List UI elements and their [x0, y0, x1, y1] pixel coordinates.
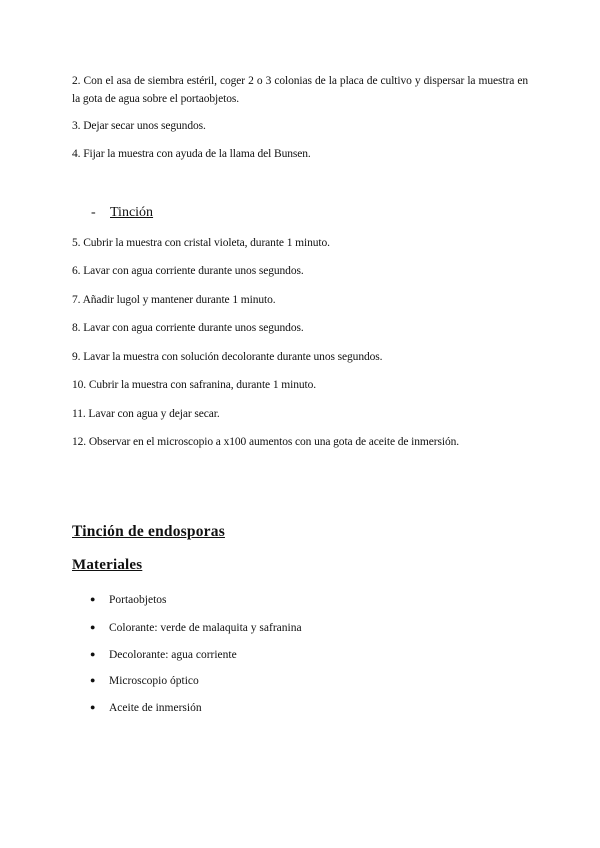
list-item-label: Microscopio óptico — [109, 675, 199, 687]
materials-heading: Materiales — [72, 557, 143, 573]
bullet-icon: ● — [90, 702, 96, 712]
list-item-label: Portaobjetos — [109, 594, 167, 606]
list-item — [90, 671, 199, 690]
list-item-label: Colorante: verde de malaquita y safranina — [109, 622, 302, 634]
list-item-label: Decolorante: agua corriente — [109, 649, 237, 661]
list-item — [90, 698, 202, 717]
step-11: 11. Lavar con agua y dejar secar. — [72, 408, 220, 420]
step-2: 2. Con el asa de siembra estéril, coger 2 o 3 colonias de la placa de cultivo y dispersar la muestra en la gota de agua sobre el portaobjetos. — [72, 75, 528, 105]
list-item — [90, 618, 302, 637]
step-8: 8. Lavar con agua corriente durante unos segundos. — [72, 322, 304, 334]
bullet-icon: ● — [90, 622, 96, 632]
step-3: 3. Dejar secar unos segundos. — [72, 120, 206, 132]
list-item — [90, 645, 237, 664]
subsection-dash: - — [91, 205, 96, 220]
list-item-label: Aceite de inmersión — [109, 702, 202, 714]
subsection-title: Tinción — [110, 205, 154, 220]
step-7: 7. Añadir lugol y mantener durante 1 minuto. — [72, 294, 276, 306]
step-9: 9. Lavar la muestra con solución decolorante durante unos segundos. — [72, 351, 383, 363]
bullet-icon: ● — [90, 675, 96, 685]
bullet-icon: ● — [90, 649, 96, 659]
step-12: 12. Observar en el microscopio a x100 aumentos con una gota de aceite de inmersión. — [72, 436, 460, 448]
subsection-heading — [91, 204, 153, 222]
step-4: 4. Fijar la muestra con ayuda de la llama del Bunsen. — [72, 148, 311, 160]
list-item — [90, 590, 167, 609]
section-title: Tinción de endosporas — [72, 523, 225, 540]
step-6: 6. Lavar con agua corriente durante unos segundos. — [72, 265, 304, 277]
step-5: 5. Cubrir la muestra con cristal violeta, durante 1 minuto. — [72, 237, 330, 249]
step-10: 10. Cubrir la muestra con safranina, durante 1 minuto. — [72, 379, 317, 391]
bullet-icon: ● — [90, 594, 96, 604]
